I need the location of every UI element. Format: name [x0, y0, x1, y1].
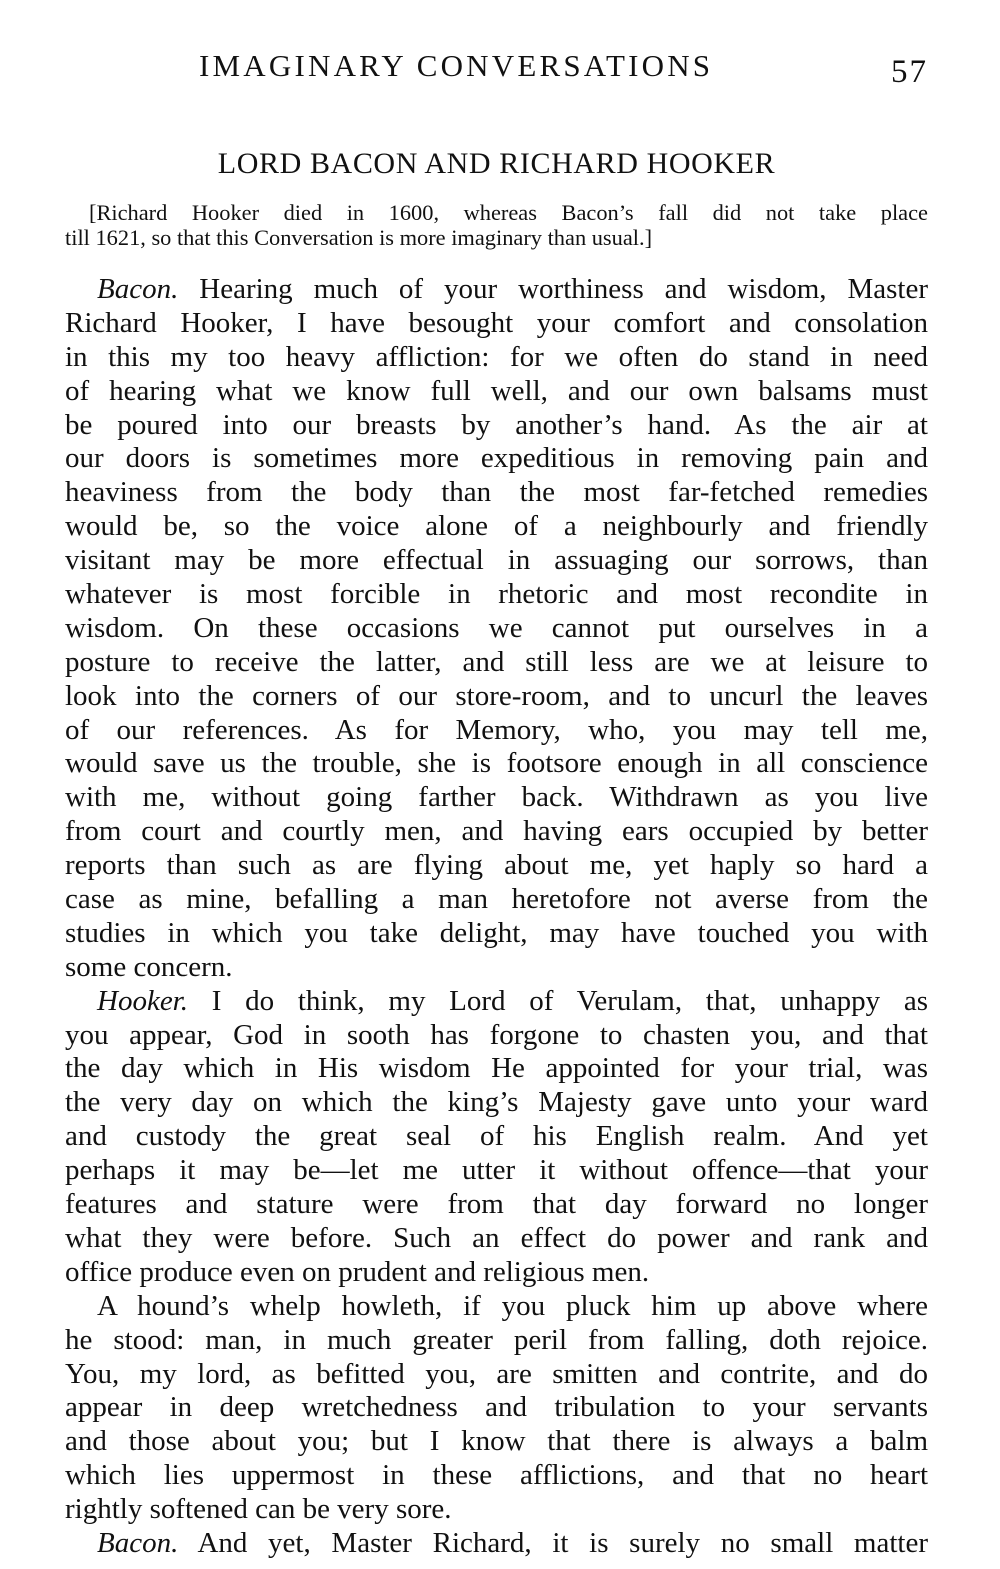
text-line: office produce even on prudent and religious men. [65, 1255, 650, 1288]
text-line: features and stature were from that day forward no longer [65, 1188, 928, 1221]
text-line: reports than such as are flying about me, yet haply so hard a [65, 849, 928, 882]
text-line: with me, without going farther back. Withdrawn as you live [65, 781, 928, 814]
text-line: heaviness from the body than the most far-fetched remedies [65, 476, 928, 509]
text-line: appear in deep wretchedness and tribulation to your servants [65, 1391, 928, 1424]
page-number: 57 [891, 54, 928, 90]
line-text: And yet, Master Richard, it is surely no small matter [197, 1526, 928, 1559]
speaker-name: Bacon. [97, 1526, 179, 1559]
text-line: which lies uppermost in these afflictions, and that no heart [65, 1459, 928, 1492]
text-line [65, 273, 928, 307]
note-line: till 1621, so that this Conversation is more imaginary than usual.] [65, 225, 653, 250]
running-head [65, 46, 928, 90]
text-line: rightly softened can be very sore. [65, 1493, 452, 1526]
text-line: Richard Hooker, I have besought your comfort and consolation [65, 306, 928, 339]
body-text [65, 273, 928, 1561]
text-line: what they were before. Such an effect do power and rank and [65, 1221, 928, 1254]
line-text: I do think, my Lord of Verulam, that, unhappy as [211, 984, 929, 1017]
text-line: case as mine, befalling a man heretofore not averse from the [65, 883, 928, 916]
text-line: of hearing what we know full well, and our own balsams must [65, 374, 928, 407]
text-line: in this my too heavy affliction: for we often do stand in need [65, 340, 928, 373]
text-line: wisdom. On these occasions we cannot put ourselves in a [65, 611, 928, 644]
book-page [65, 0, 928, 1569]
speaker-name: Bacon. [97, 273, 179, 305]
text-line: would save us the trouble, she is footsore enough in all conscience [65, 747, 928, 780]
text-line [65, 985, 928, 1019]
text-line: some concern. [65, 950, 233, 983]
text-line: from court and courtly men, and having ears occupied by better [65, 815, 928, 848]
note-line: [Richard Hooker died in 1600, whereas Bacon’s fall did not take place [89, 200, 928, 225]
speaker-name: Hooker. [97, 984, 189, 1017]
text-line: visitant may be more effectual in assuaging our sorrows, than [65, 544, 928, 577]
text-line: the day which in His wisdom He appointed for your trial, was [65, 1052, 928, 1085]
text-line: the very day on which the king’s Majesty gave unto your ward [65, 1086, 928, 1119]
chapter-title: LORD BACON AND RICHARD HOOKER [217, 147, 776, 180]
text-line: he stood: man, in much greater peril from falling, doth rejoice. [65, 1323, 928, 1356]
text-line: would be, so the voice alone of a neighbourly and friendly [65, 510, 928, 543]
text-line: studies in which you take delight, may have touched you with [65, 916, 928, 949]
text-line: perhaps it may be—let me utter it without offence—that your [65, 1154, 928, 1187]
running-title: IMAGINARY CONVERSATIONS [199, 48, 714, 83]
editorial-note [65, 200, 928, 250]
text-line: you appear, God in sooth has forgone to chasten you, and that [65, 1018, 928, 1051]
text-line: A hound’s whelp howleth, if you pluck him up above where [97, 1289, 928, 1322]
text-line: whatever is most forcible in rhetoric and most recondite in [65, 578, 928, 611]
text-line: our doors is sometimes more expeditious in removing pain and [65, 442, 928, 475]
text-line: and those about you; but I know that there is always a balm [65, 1425, 928, 1458]
line-text: Hearing much of your worthiness and wisdom, Master [199, 273, 928, 305]
text-line: posture to receive the latter, and still less are we at leisure to [65, 645, 928, 678]
text-line: and custody the great seal of his English realm. And yet [65, 1120, 928, 1153]
text-line: look into the corners of our store-room, and to uncurl the leaves [65, 679, 928, 712]
text-line: You, my lord, as befitted you, are smitten and contrite, and do [65, 1357, 928, 1390]
text-line: of our references. As for Memory, who, you may tell me, [65, 713, 928, 746]
text-line: be poured into our breasts by another’s hand. As the air at [65, 408, 928, 441]
text-line [65, 1527, 928, 1561]
